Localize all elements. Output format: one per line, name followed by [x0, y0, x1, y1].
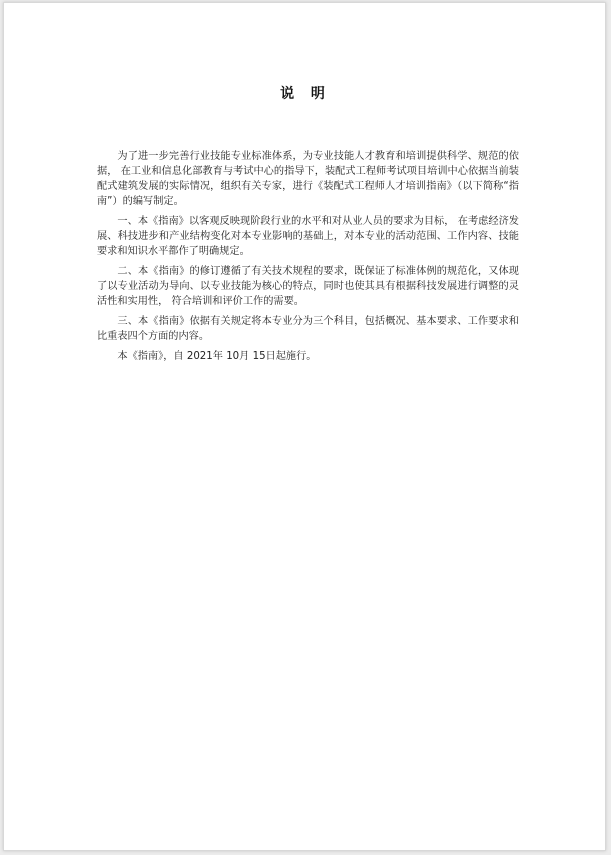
clause-two-paragraph: 二、本《指南》的修订遵循了有关技术规程的要求，既保证了标准体例的规范化，又体现了以专业活动为导向、以专业技能为核心的特点，同时也使其具有根据科技发展进行调整的灵活性和实用性， 符合培训和评价工作的需要。: [97, 266, 519, 307]
clause-one-paragraph: 一、本《指南》以客观反映现阶段行业的水平和对从业人员的要求为目标， 在考虑经济发展、科技进步和产业结构变化对本专业影响的基础上，对本专业的活动范围、工作内容、技能要求和知识水平都作了明确规定。: [97, 216, 519, 257]
page-title: 说 明: [280, 86, 331, 102]
document-body: [97, 149, 519, 369]
document-page: [3, 2, 606, 851]
clause-three-paragraph: 三、本《指南》依据有关规定将本专业分为三个科目，包括概况、基本要求、工作要求和比重表四个方面的内容。: [97, 316, 519, 342]
intro-paragraph: 为了进一步完善行业技能专业标准体系，为专业技能人才教育和培训提供科学、规范的依据， 在工业和信息化部教育与考试中心的指导下，装配式工程师考试项目培训中心依据当前装配式建筑发展的实际情况，组织有关专家，进行《装配式工程师人才培训指南》（以下简称“指南”）的编写制定。: [97, 151, 519, 207]
effective-date-paragraph: 本《指南》，自 2021年 10月 15日起施行。: [117, 351, 317, 362]
